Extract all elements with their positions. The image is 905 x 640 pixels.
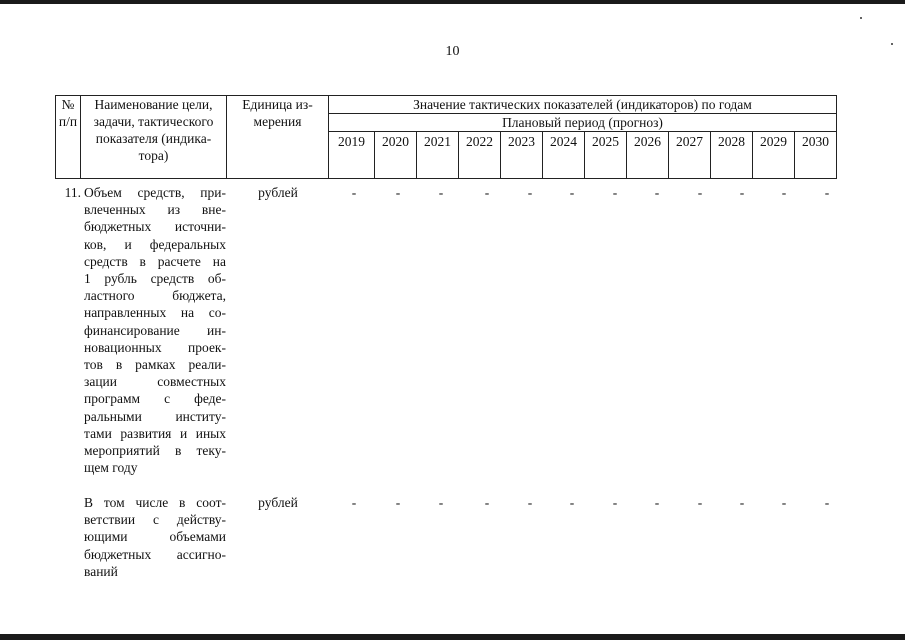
- indicator-name-line: зации совместных: [84, 374, 226, 390]
- row-value: -: [654, 185, 660, 200]
- indicator-name-line: влеченных из вне-: [84, 202, 226, 218]
- row-value: -: [351, 185, 357, 200]
- scan-speck: [860, 17, 862, 19]
- row-value: -: [739, 185, 745, 200]
- row-value: -: [824, 185, 830, 200]
- header-year: 2021: [417, 132, 459, 179]
- row-value: -: [395, 185, 401, 200]
- indicator-name-line: В том числе в соот-: [84, 495, 226, 510]
- row-value: -: [484, 495, 490, 510]
- indicator-name-line: средств в расчете на: [84, 253, 226, 269]
- header-year: 2022: [459, 132, 501, 179]
- header-year: 2026: [627, 132, 669, 179]
- header-year: 2025: [585, 132, 627, 179]
- indicator-name-line: бюджетных ассигно-: [84, 546, 226, 562]
- indicator-name-line: мероприятий в теку-: [84, 443, 226, 459]
- row-value: -: [351, 495, 357, 510]
- row-value: -: [438, 185, 444, 200]
- indicator-name-line: 1 рубль средств об-: [84, 271, 226, 287]
- row-value: -: [484, 185, 490, 200]
- indicator-name-line: ков, и федеральных: [84, 236, 226, 252]
- header-num: № п/п: [56, 96, 81, 179]
- indicator-name-line: финансирование ин-: [84, 322, 226, 338]
- header-period: Плановый период (прогноз): [329, 114, 837, 132]
- indicator-name-line: тов в рамках реали-: [84, 357, 226, 373]
- row-unit: рублей: [258, 495, 298, 510]
- header-year: 2030: [795, 132, 837, 179]
- row-value: -: [739, 495, 745, 510]
- row-value: -: [654, 495, 660, 510]
- indicator-name-line: Объем средств, при-: [84, 185, 226, 200]
- row-unit: рублей: [258, 185, 298, 200]
- row-value: -: [395, 495, 401, 510]
- indicator-name-line: щем году: [84, 460, 138, 476]
- row-value: -: [569, 185, 575, 200]
- row-number: 11.: [64, 185, 81, 200]
- header-year: 2019: [329, 132, 375, 179]
- row-indicator-name: [84, 494, 226, 580]
- indicator-name-line: ветствии с действу-: [84, 512, 226, 528]
- row-value: -: [612, 495, 618, 510]
- row-value: -: [697, 185, 703, 200]
- row-value: -: [697, 495, 703, 510]
- indicator-name-line: тами развития и иных: [84, 425, 226, 441]
- row-value: -: [438, 495, 444, 510]
- scan-edge-top: [0, 0, 905, 4]
- row-value: -: [824, 495, 830, 510]
- header-unit: Единица из-мерения: [227, 96, 329, 179]
- header-year: 2024: [543, 132, 585, 179]
- row-value: -: [569, 495, 575, 510]
- header-name: Наименование цели, задачи, тактического показателя (индика-тора): [81, 96, 227, 179]
- row-value: -: [781, 495, 787, 510]
- indicator-table-header: [55, 95, 837, 179]
- header-year: 2027: [669, 132, 711, 179]
- row-value: -: [527, 185, 533, 200]
- header-year: 2020: [375, 132, 417, 179]
- header-year: 2029: [753, 132, 795, 179]
- scan-edge-bottom: [0, 634, 905, 640]
- row-value: -: [781, 185, 787, 200]
- page-number: 10: [445, 44, 460, 59]
- indicator-name-line: новационных проек-: [84, 339, 226, 355]
- indicator-name-line: программ с феде-: [84, 391, 226, 407]
- indicator-name-line: ластного бюджета,: [84, 288, 226, 304]
- header-year: 2023: [501, 132, 543, 179]
- indicator-name-line: ваний: [84, 563, 118, 579]
- header-year: 2028: [711, 132, 753, 179]
- indicator-name-line: направленных на со-: [84, 305, 226, 321]
- row-indicator-name: [84, 184, 226, 476]
- indicator-name-line: ющими объемами: [84, 529, 226, 545]
- indicator-name-line: ральными институ-: [84, 408, 226, 424]
- indicator-name-line: бюджетных источни-: [84, 219, 226, 235]
- row-value: -: [527, 495, 533, 510]
- header-values: Значение тактических показателей (индикаторов) по годам: [329, 96, 837, 114]
- row-value: -: [612, 185, 618, 200]
